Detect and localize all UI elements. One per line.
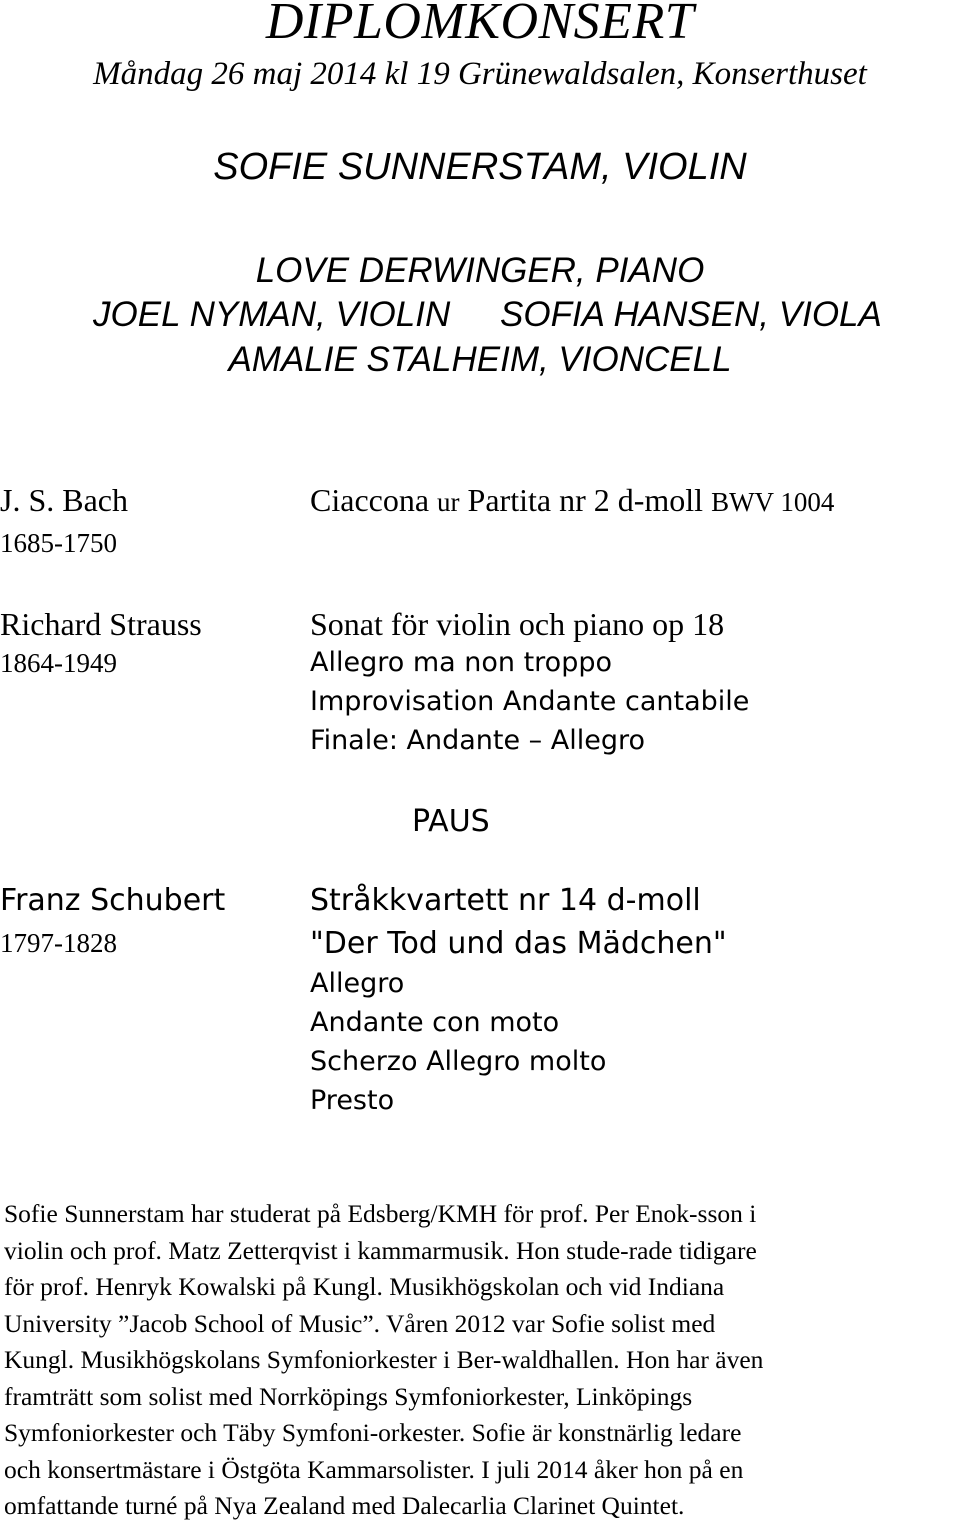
soloist-biography bbox=[4, 1196, 956, 1525]
bio-line: för prof. Henryk Kowalski på Kungl. Musikhögskolan och vid Indiana bbox=[4, 1272, 725, 1301]
work-bach-title: Ciaccona bbox=[310, 482, 430, 518]
ensemble-pianist: LOVE DERWINGER, PIANO bbox=[255, 251, 705, 290]
soloist-name: SOFIE SUNNERSTAM, VIOLIN bbox=[213, 146, 747, 188]
work-schubert-subtitle: "Der Tod und das Mädchen" bbox=[310, 926, 727, 961]
concert-date-venue: Måndag 26 maj 2014 kl 19 Grünewaldsalen, Konserthuset bbox=[93, 56, 867, 92]
strauss-movement-3: Finale: Andante – Allegro bbox=[310, 725, 646, 756]
work-bach-ur: ur bbox=[437, 487, 460, 517]
schubert-movement-3: Scherzo Allegro molto bbox=[310, 1046, 607, 1077]
composer-bach-years: 1685-1750 bbox=[0, 528, 117, 558]
ensemble-violist: SOFIA HANSEN, VIOLA bbox=[500, 295, 882, 334]
work-bach-bwv: BWV 1004 bbox=[711, 487, 835, 517]
bio-line: och konsertmästare i Östgöta Kammarsolister. I juli 2014 åker hon på en bbox=[4, 1454, 744, 1484]
bio-line: violin och prof. Matz Zetterqvist i kammarmusik. Hon stude-rade tidigare bbox=[4, 1235, 757, 1265]
ensemble-violinist: JOEL NYMAN, VIOLIN bbox=[93, 295, 451, 334]
strauss-movement-1: Allegro ma non troppo bbox=[310, 647, 612, 678]
work-bach-partita: Partita nr 2 d-moll bbox=[467, 482, 704, 518]
schubert-movement-4: Presto bbox=[310, 1085, 395, 1116]
ensemble-cellist: AMALIE STALHEIM, VIONCELL bbox=[228, 340, 732, 379]
composer-strauss-years: 1864-1949 bbox=[0, 648, 117, 678]
composer-schubert: Franz Schubert bbox=[0, 883, 226, 918]
intermission-label: PAUS bbox=[412, 804, 490, 839]
bio-line: University ”Jacob School of Music”. Våren 2012 var Sofie solist med bbox=[4, 1308, 716, 1338]
concert-title: DIPLOMKONSERT bbox=[265, 0, 695, 50]
work-schubert: Stråkkvartett nr 14 d-moll bbox=[310, 883, 701, 918]
composer-schubert-years: 1797-1828 bbox=[0, 928, 117, 958]
bio-line: omfattande turné på Nya Zealand med Dalecarlia Clarinet Quintet. bbox=[4, 1491, 685, 1520]
composer-bach: J. S. Bach bbox=[0, 482, 128, 518]
work-bach bbox=[310, 482, 834, 519]
schubert-movement-1: Allegro bbox=[310, 968, 405, 999]
bio-line: Symfoniorkester och Täby Symfoni-orkester. Sofie är konstnärlig ledare bbox=[4, 1418, 742, 1447]
bio-line: Kungl. Musikhögskolans Symfoniorkester i Ber-waldhallen. Hon har även bbox=[4, 1345, 764, 1374]
work-strauss: Sonat för violin och piano op 18 bbox=[310, 606, 725, 642]
strauss-movement-2: Improvisation Andante cantabile bbox=[310, 686, 750, 717]
schubert-movement-2: Andante con moto bbox=[310, 1007, 560, 1038]
composer-strauss: Richard Strauss bbox=[0, 606, 202, 642]
bio-line: framträtt som solist med Norrköpings Symfoniorkester, Linköpings bbox=[4, 1381, 693, 1411]
bio-line: Sofie Sunnerstam har studerat på Edsberg/KMH för prof. Per Enok-sson i bbox=[4, 1199, 757, 1228]
